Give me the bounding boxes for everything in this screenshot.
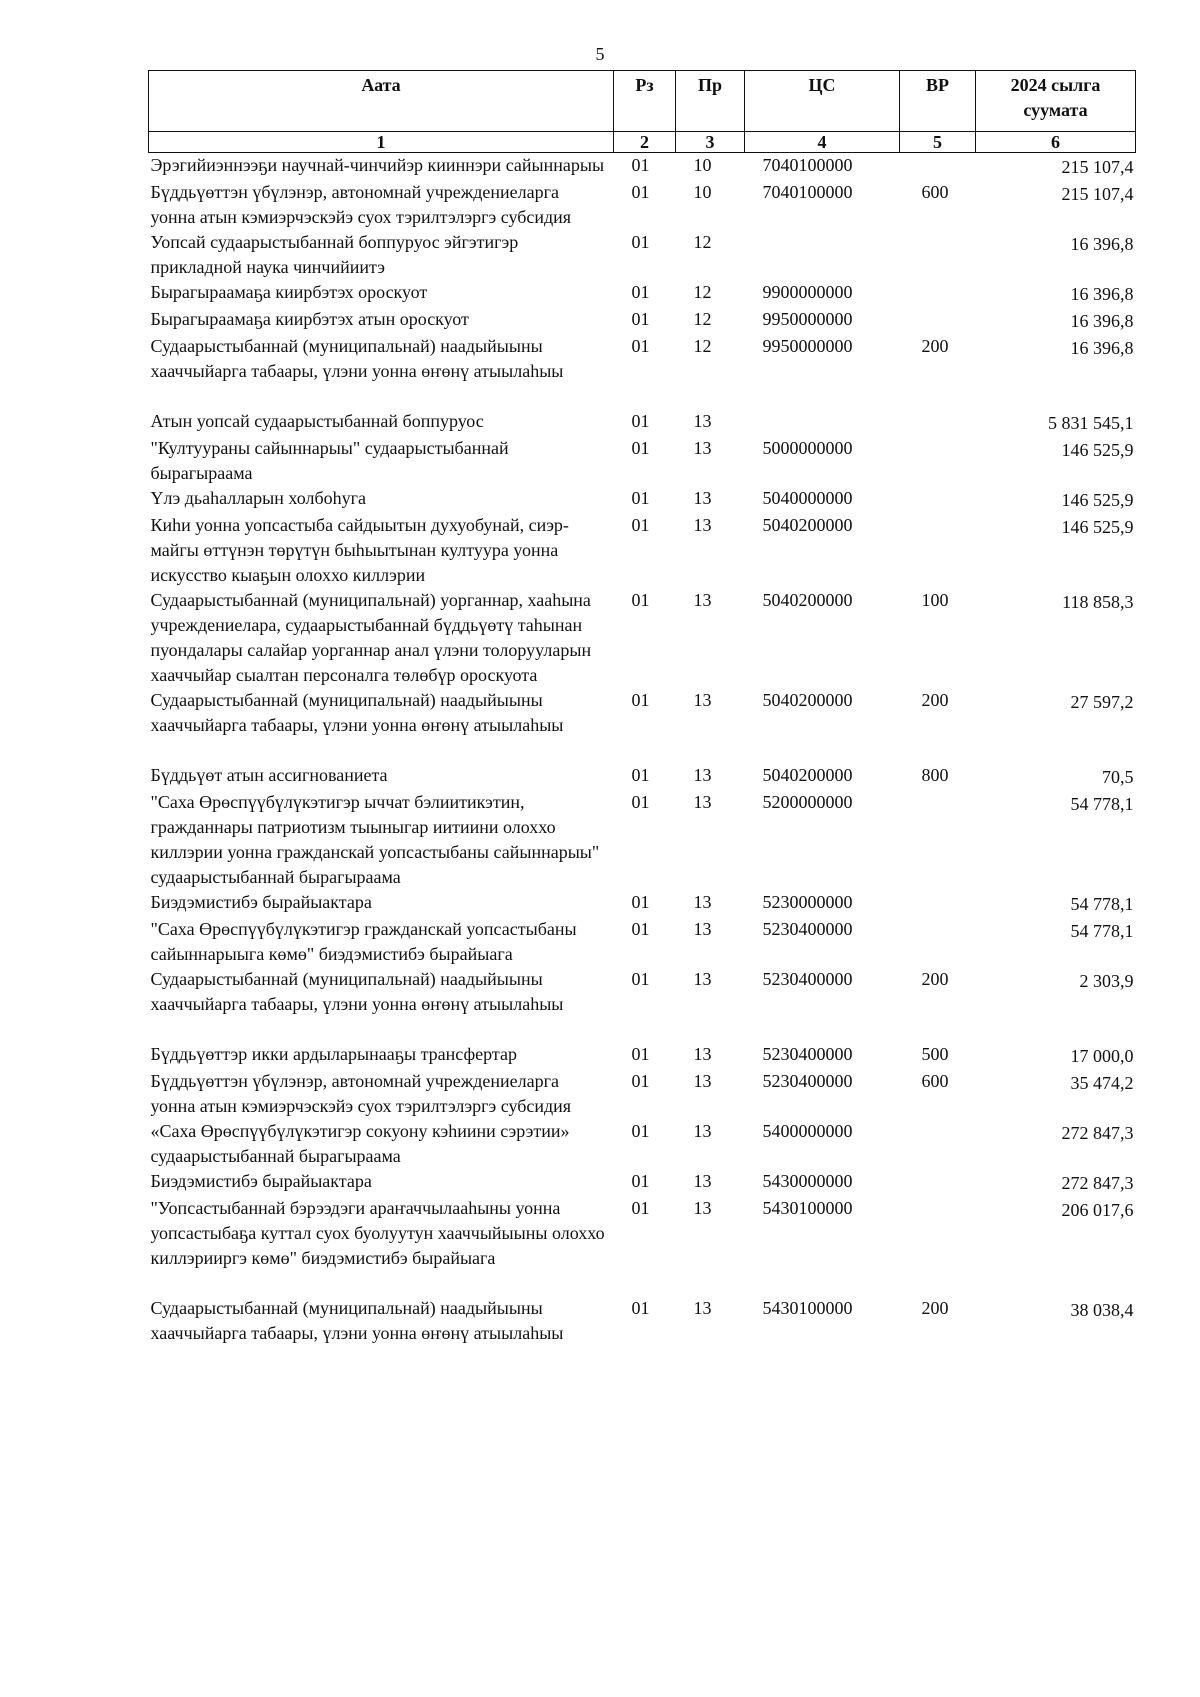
cell-sum: 16 396,8 xyxy=(1070,338,1134,358)
table-row xyxy=(149,763,1136,790)
cell-cs: 5040200000 xyxy=(762,515,853,535)
cell-cs: 5400000000 xyxy=(762,1121,853,1141)
table-row xyxy=(149,486,1136,513)
cell-vr xyxy=(900,230,976,280)
header-num-3: 3 xyxy=(676,132,745,153)
cell-rz: 01 xyxy=(631,765,650,785)
cell-name: Биэдэмистибэ бырайыактара xyxy=(150,892,372,912)
cell-rz: 01 xyxy=(631,282,650,302)
cell-name: Судаарыстыбаннай (муниципальнай) наадыйыыны хааччыйарга табаары, үлэни уонна өҥөнү атыылаһыы xyxy=(150,690,564,735)
cell-name: Судаарыстыбаннай (муниципальнай) наадыйыыны хааччыйарга табаары, үлэни уонна өҥөнү атыылаһыы xyxy=(150,1298,564,1343)
cell-sum: 5 831 545,1 xyxy=(1048,413,1134,433)
cell-cs: 5230400000 xyxy=(762,1071,853,1091)
cell-vr: 600 xyxy=(921,182,949,202)
cell-cs: 5200000000 xyxy=(762,792,853,812)
cell-vr xyxy=(900,153,976,181)
cell-name: Бүддьүөттэн үбүлэнэр, автономнай учреждениеларга уонна атын кэмиэрчэскэйэ суох тэрилтэлэргэ субсидия xyxy=(150,182,572,227)
cell-pr: 10 xyxy=(693,182,712,202)
cell-pr: 13 xyxy=(693,1071,712,1091)
header-name: Аата xyxy=(149,71,614,132)
cell-sum: 206 017,6 xyxy=(1061,1200,1134,1220)
cell-vr: 200 xyxy=(921,690,949,710)
cell-name: Атын уопсай судаарыстыбаннай боппуруос xyxy=(150,411,484,431)
cell-vr xyxy=(900,513,976,588)
budget-table xyxy=(148,70,1136,1346)
cell-cs: 5430100000 xyxy=(762,1298,853,1318)
cell-rz: 01 xyxy=(631,438,650,458)
header-num-6: 6 xyxy=(976,132,1136,153)
cell-name: "Уопсастыбаннай бэрээдэги араҥаччылааһыны уонна уопсастыбаҕа куттал суох буолуутун хааччыйыыны олоххо киллэрииргэ көмө" биэдэмистибэ бырайыага xyxy=(150,1198,605,1268)
cell-sum: 146 525,9 xyxy=(1061,490,1134,510)
cell-rz: 01 xyxy=(631,792,650,812)
table-row xyxy=(149,409,1136,436)
cell-rz: 01 xyxy=(631,155,650,175)
cell-pr: 13 xyxy=(693,690,712,710)
cell-rz: 01 xyxy=(631,919,650,939)
cell-sum: 272 847,3 xyxy=(1061,1173,1134,1193)
cell-name: "Саха Өрөспүүбүлүкэтигэр гражданскай уопсастыбаны сайыннарыыга көмө" биэдэмистибэ бырайыага xyxy=(150,919,577,964)
cell-name: Судаарыстыбаннай (муниципальнай) наадыйыыны хааччыйарга табаары, үлэни уонна өҥөнү атыылаһыы xyxy=(150,336,564,381)
cell-sum: 54 778,1 xyxy=(1070,921,1134,941)
table-row xyxy=(149,307,1136,334)
table-row xyxy=(149,790,1136,890)
header-num-1: 1 xyxy=(149,132,614,153)
cell-sum: 38 038,4 xyxy=(1070,1300,1134,1320)
cell-pr: 13 xyxy=(693,919,712,939)
cell-cs: 5000000000 xyxy=(762,438,853,458)
cell-pr: 12 xyxy=(693,309,712,329)
cell-sum: 146 525,9 xyxy=(1061,440,1134,460)
page-number: 5 xyxy=(595,44,605,64)
cell-vr: 800 xyxy=(921,765,949,785)
cell-sum: 27 597,2 xyxy=(1070,692,1134,712)
cell-pr: 13 xyxy=(693,438,712,458)
table-row xyxy=(149,1169,1136,1196)
cell-pr: 13 xyxy=(693,1198,712,1218)
cell-vr: 100 xyxy=(921,590,949,610)
cell-rz: 01 xyxy=(631,1198,650,1218)
cell-rz: 01 xyxy=(631,1171,650,1191)
cell-vr xyxy=(900,486,976,513)
table-row xyxy=(149,513,1136,588)
cell-name: Биэдэмистибэ бырайыактара xyxy=(150,1171,372,1191)
cell-rz: 01 xyxy=(631,969,650,989)
header-sum: 2024 сылга суумата xyxy=(976,71,1136,132)
cell-vr: 200 xyxy=(921,1298,949,1318)
cell-cs: 5430100000 xyxy=(762,1198,853,1218)
cell-sum: 16 396,8 xyxy=(1070,234,1134,254)
cell-vr xyxy=(900,280,976,307)
header-vr: ВР xyxy=(900,71,976,132)
cell-cs: 5230400000 xyxy=(762,1044,853,1064)
cell-rz: 01 xyxy=(631,336,650,356)
cell-name: Бырагыраамаҕа киирбэтэх атын ороскуот xyxy=(150,309,469,329)
cell-name: Эрэгийиэннээҕи научнай-чинчийэр кииннэри сайыннарыы xyxy=(150,155,605,175)
cell-cs: 5040000000 xyxy=(762,488,853,508)
table-row xyxy=(149,1042,1136,1069)
cell-cs: 7040100000 xyxy=(762,182,853,202)
cell-pr: 10 xyxy=(693,155,712,175)
cell-rz: 01 xyxy=(631,1298,650,1318)
cell-rz: 01 xyxy=(631,182,650,202)
table-row xyxy=(149,1296,1136,1346)
cell-name: Бүддьүөттэн үбүлэнэр, автономнай учреждениеларга уонна атын кэмиэрчэскэйэ суох тэрилтэлэргэ субсидия xyxy=(150,1071,572,1116)
header-pr: Пр xyxy=(676,71,745,132)
cell-rz: 01 xyxy=(631,690,650,710)
cell-cs: 9950000000 xyxy=(762,309,853,329)
cell-vr: 500 xyxy=(921,1044,949,1064)
cell-sum: 272 847,3 xyxy=(1061,1123,1134,1143)
cell-vr xyxy=(900,1196,976,1296)
table-row xyxy=(149,280,1136,307)
cell-cs: 5430000000 xyxy=(762,1171,853,1191)
cell-rz: 01 xyxy=(631,1044,650,1064)
table-row xyxy=(149,967,1136,1042)
cell-vr xyxy=(900,790,976,890)
cell-sum: 54 778,1 xyxy=(1070,894,1134,914)
cell-name: Бырагыраамаҕа киирбэтэх ороскуот xyxy=(150,282,428,302)
table-row xyxy=(149,917,1136,967)
cell-cs: 5040200000 xyxy=(762,690,853,710)
header-cs: ЦС xyxy=(745,71,900,132)
table-row xyxy=(149,230,1136,280)
table-header xyxy=(149,71,1136,153)
cell-pr: 13 xyxy=(693,1171,712,1191)
cell-sum: 16 396,8 xyxy=(1070,284,1134,304)
cell-name: "Култуураны сайыннарыы" судаарыстыбаннай бырагыраама xyxy=(150,438,509,483)
cell-sum: 215 107,4 xyxy=(1061,184,1134,204)
table-body xyxy=(149,153,1136,1347)
cell-pr: 13 xyxy=(693,411,712,431)
cell-rz: 01 xyxy=(631,411,650,431)
cell-pr: 13 xyxy=(693,792,712,812)
cell-name: "Саха Өрөспүүбүлүкэтигэр ыччат бэлиитикэтин, гражданнары патриотизм тыыныгар иитиини олоххо киллэрии уонна гражданскай уопсастыбаны сайыннарыы" судаарыстыбаннай бырагыраама xyxy=(150,792,600,887)
cell-vr xyxy=(900,917,976,967)
cell-pr: 13 xyxy=(693,1298,712,1318)
cell-cs xyxy=(745,230,900,280)
table-row xyxy=(149,688,1136,763)
cell-vr xyxy=(900,890,976,917)
cell-name: Судаарыстыбаннай (муниципальнай) уорганнар, хааһына учреждениелара, судаарыстыбаннай бүддьүөтү таһынан пуондалары салайар уорганнар анал үлэни толорууларын хааччыйар сыалтан персоналга төлөбүр ороскуота xyxy=(150,590,592,685)
cell-vr xyxy=(900,307,976,334)
table-row xyxy=(149,588,1136,688)
cell-sum: 17 000,0 xyxy=(1070,1046,1134,1066)
table-row xyxy=(149,180,1136,230)
table-row xyxy=(149,1119,1136,1169)
table-row xyxy=(149,334,1136,409)
cell-sum: 54 778,1 xyxy=(1070,794,1134,814)
cell-vr: 200 xyxy=(921,336,949,356)
cell-cs: 5230400000 xyxy=(762,969,853,989)
cell-pr: 13 xyxy=(693,515,712,535)
cell-cs: 5230400000 xyxy=(762,919,853,939)
cell-name: Бүддьүөттэр икки ардыларынааҕы трансфертар xyxy=(150,1044,517,1064)
cell-pr: 13 xyxy=(693,892,712,912)
cell-pr: 12 xyxy=(693,282,712,302)
cell-vr: 600 xyxy=(921,1071,949,1091)
cell-pr: 13 xyxy=(693,969,712,989)
cell-rz: 01 xyxy=(631,1071,650,1091)
cell-pr: 13 xyxy=(693,590,712,610)
cell-name: Үлэ дьаһалларын холбоһуга xyxy=(150,488,366,508)
header-num-4: 4 xyxy=(745,132,900,153)
cell-name: Уопсай судаарыстыбаннай боппуруос эйгэтигэр прикладной наука чинчийиитэ xyxy=(150,232,519,277)
cell-cs: 5040200000 xyxy=(762,590,853,610)
cell-pr: 12 xyxy=(693,336,712,356)
cell-cs: 7040100000 xyxy=(762,155,853,175)
cell-rz: 01 xyxy=(631,488,650,508)
cell-cs: 5040200000 xyxy=(762,765,853,785)
cell-rz: 01 xyxy=(631,232,650,252)
cell-pr: 12 xyxy=(693,232,712,252)
cell-sum: 2 303,9 xyxy=(1079,971,1134,991)
cell-rz: 01 xyxy=(631,515,650,535)
header-num-5: 5 xyxy=(900,132,976,153)
table-row xyxy=(149,890,1136,917)
cell-vr xyxy=(900,436,976,486)
cell-sum: 16 396,8 xyxy=(1070,311,1134,331)
cell-sum: 35 474,2 xyxy=(1070,1073,1134,1093)
cell-pr: 13 xyxy=(693,488,712,508)
cell-cs: 9900000000 xyxy=(762,282,853,302)
cell-cs: 9950000000 xyxy=(762,336,853,356)
header-num-2: 2 xyxy=(614,132,676,153)
cell-sum: 70,5 xyxy=(1102,767,1134,787)
cell-cs xyxy=(745,409,900,436)
cell-sum: 118 858,3 xyxy=(1062,592,1134,612)
cell-pr: 13 xyxy=(693,1121,712,1141)
cell-name: Бүддьүөт атын ассигнованиета xyxy=(150,765,388,785)
cell-rz: 01 xyxy=(631,1121,650,1141)
cell-vr xyxy=(900,409,976,436)
cell-sum: 215 107,4 xyxy=(1061,157,1134,177)
cell-vr: 200 xyxy=(921,969,949,989)
cell-pr: 13 xyxy=(693,1044,712,1064)
table-row xyxy=(149,1196,1136,1296)
header-rz: Рз xyxy=(614,71,676,132)
cell-rz: 01 xyxy=(631,892,650,912)
cell-name: Судаарыстыбаннай (муниципальнай) наадыйыыны хааччыйарга табаары, үлэни уонна өҥөнү атыылаһыы xyxy=(150,969,564,1014)
cell-sum: 146 525,9 xyxy=(1061,517,1134,537)
cell-name: «Саха Өрөспүүбүлүкэтигэр сокуону кэһиини сэрэтии» судаарыстыбаннай бырагыраама xyxy=(150,1121,570,1166)
table-row xyxy=(149,1069,1136,1119)
cell-rz: 01 xyxy=(631,309,650,329)
cell-name: Киһи уонна уопсастыба сайдыытын духуобунай, сиэр-майгы өттүнэн төрүтүн быһыытынан култуура уонна искусство кыаҕын олоххо киллэрии xyxy=(150,515,569,585)
cell-vr xyxy=(900,1169,976,1196)
cell-vr xyxy=(900,1119,976,1169)
cell-cs: 5230000000 xyxy=(762,892,853,912)
cell-pr: 13 xyxy=(693,765,712,785)
table-row xyxy=(149,153,1136,181)
cell-rz: 01 xyxy=(631,590,650,610)
table-row xyxy=(149,436,1136,486)
